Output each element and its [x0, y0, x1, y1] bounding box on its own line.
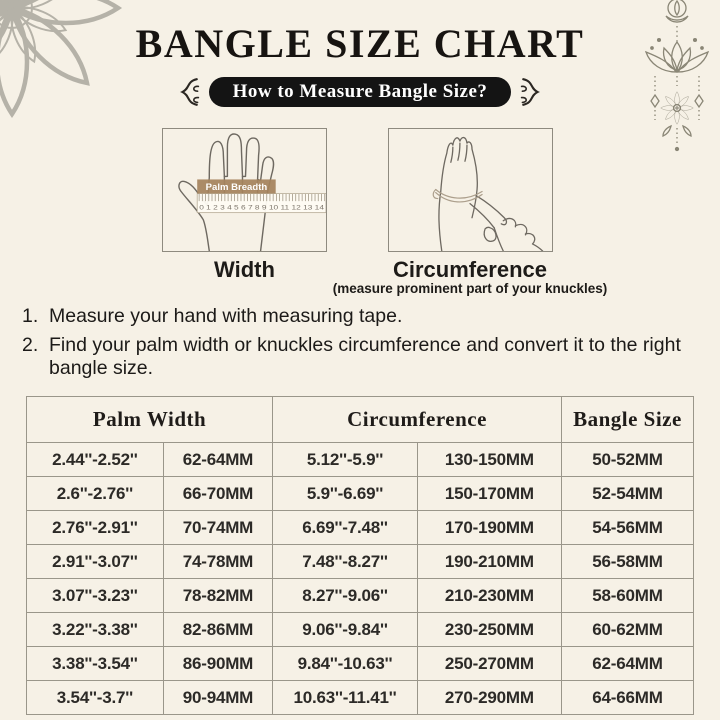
- table-cell: 60-62MM: [561, 613, 693, 647]
- table-row: [27, 681, 694, 715]
- instructions-list: [22, 305, 700, 386]
- table-cell: 66-70MM: [163, 477, 272, 511]
- circumference-caption-note: (measure prominent part of your knuckles): [332, 281, 608, 296]
- table-cell: 64-66MM: [561, 681, 693, 715]
- width-illustration-box: [162, 128, 327, 252]
- table-cell: 170-190MM: [417, 511, 561, 545]
- instruction-text: Find your palm width or knuckles circumference and convert it to the right bangle size.: [49, 334, 681, 379]
- table-cell: 70-74MM: [163, 511, 272, 545]
- table-cell: 270-290MM: [417, 681, 561, 715]
- table-cell: 58-60MM: [561, 579, 693, 613]
- table-cell: 3.38''-3.54'': [27, 647, 164, 681]
- table-cell: 7.48''-8.27'': [273, 545, 418, 579]
- table-cell: 52-54MM: [561, 477, 693, 511]
- table-cell: 10.63''-11.41'': [273, 681, 418, 715]
- table-cell: 74-78MM: [163, 545, 272, 579]
- page-title: BANGLE SIZE CHART: [135, 21, 585, 66]
- table-cell: 56-58MM: [561, 545, 693, 579]
- hand-with-tape-icon: [389, 129, 552, 251]
- table-cell: 190-210MM: [417, 545, 561, 579]
- table-header: [27, 397, 694, 443]
- width-caption: [162, 258, 327, 282]
- badge-row: [0, 75, 720, 109]
- table-row: [27, 647, 694, 681]
- instruction-item: [22, 305, 700, 328]
- table-cell: 250-270MM: [417, 647, 561, 681]
- table-row: [27, 511, 694, 545]
- table-cell: 2.6''-2.76'': [27, 477, 164, 511]
- table-cell: 9.84''-10.63'': [273, 647, 418, 681]
- table-cell: 3.07''-3.23'': [27, 579, 164, 613]
- header-palm-width: Palm Width: [27, 397, 273, 443]
- ruler-numbers: 0 1 2 3 4 5 6 7 8 9 10 11 12 13 14: [199, 205, 325, 212]
- table-cell: 3.54''-3.7'': [27, 681, 164, 715]
- instruction-item: [22, 334, 700, 380]
- table-cell: 62-64MM: [163, 443, 272, 477]
- swirl-bracket-left-icon: [176, 75, 200, 109]
- instruction-text: Measure your hand with measuring tape.: [49, 305, 403, 327]
- instruction-number: 1.: [22, 305, 39, 327]
- table-row: [27, 545, 694, 579]
- table-cell: 5.9''-6.69'': [273, 477, 418, 511]
- circumference-illustration-box: [388, 128, 553, 252]
- header-bangle-size: Bangle Size: [561, 397, 693, 443]
- ruler: [197, 179, 326, 212]
- table-cell: 6.69''-7.48'': [273, 511, 418, 545]
- table-row: [27, 613, 694, 647]
- width-caption-label: Width: [214, 257, 275, 282]
- table-cell: 150-170MM: [417, 477, 561, 511]
- table-row: [27, 443, 694, 477]
- table-cell: 2.76''-2.91'': [27, 511, 164, 545]
- table-cell: 3.22''-3.38'': [27, 613, 164, 647]
- swirl-bracket-right-icon: [520, 75, 544, 109]
- circumference-caption-label: Circumference: [392, 257, 548, 282]
- table-cell: 210-230MM: [417, 579, 561, 613]
- table-cell: 78-82MM: [163, 579, 272, 613]
- table-cell: 90-94MM: [163, 681, 272, 715]
- table-row: [27, 477, 694, 511]
- instruction-number: 2.: [22, 334, 39, 356]
- table-cell: 82-86MM: [163, 613, 272, 647]
- table-cell: 130-150MM: [417, 443, 561, 477]
- table-cell: 9.06''-9.84'': [273, 613, 418, 647]
- table-cell: 230-250MM: [417, 613, 561, 647]
- size-table-body: [27, 443, 694, 715]
- how-to-measure-badge: How to Measure Bangle Size?: [209, 77, 512, 107]
- table-cell: 62-64MM: [561, 647, 693, 681]
- table-cell: 50-52MM: [561, 443, 693, 477]
- table-cell: 86-90MM: [163, 647, 272, 681]
- table-cell: 2.91''-3.07'': [27, 545, 164, 579]
- table-cell: 54-56MM: [561, 511, 693, 545]
- circumference-caption: [320, 258, 620, 296]
- table-row: [27, 579, 694, 613]
- hand-with-ruler-icon: [163, 129, 326, 251]
- table-cell: 2.44''-2.52'': [27, 443, 164, 477]
- ruler-label: Palm Breadth: [205, 182, 268, 193]
- table-cell: 5.12''-5.9'': [273, 443, 418, 477]
- table-cell: 8.27''-9.06'': [273, 579, 418, 613]
- header-circumference: Circumference: [273, 397, 562, 443]
- size-chart-table: [26, 396, 694, 715]
